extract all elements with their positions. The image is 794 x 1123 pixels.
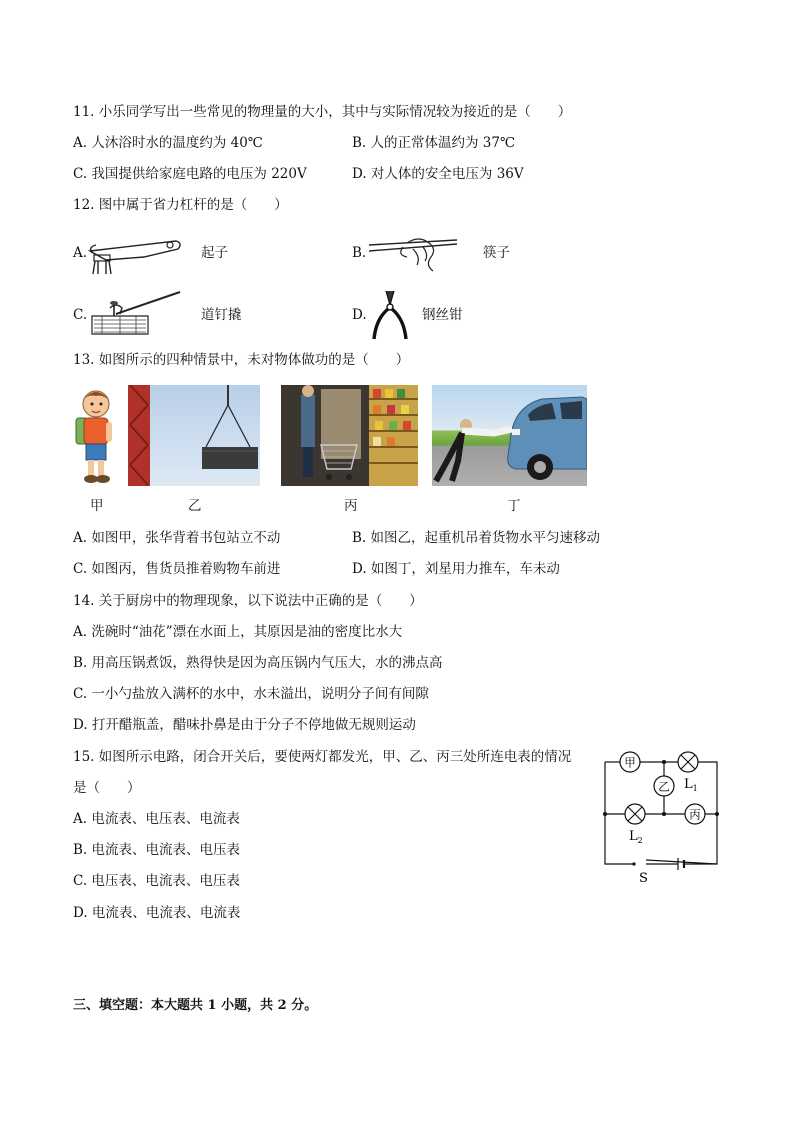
q12-option-c-name: 道钉撬: [201, 307, 242, 323]
q14-option-a: A. 洗碗时“油花”漂在水面上，其原因是油的密度比水大: [73, 624, 403, 640]
meter-yi-label: 乙: [658, 779, 670, 794]
chopsticks-figure: [367, 235, 459, 275]
q12-option-a-letter: A.: [73, 245, 88, 261]
pushing-car-photo: [432, 385, 587, 486]
q13-label-bing: 丙: [344, 498, 358, 514]
crane-lifting-cargo-photo: [128, 385, 260, 486]
q13-label-ding: 丁: [507, 498, 521, 514]
meter-bing-label: 丙: [689, 807, 701, 822]
q15-option-d: D. 电流表、电流表、电流表: [73, 905, 241, 921]
boy-with-backpack-figure: [72, 386, 118, 486]
q13-option-c: C. 如图丙，售货员推着购物车前进: [73, 561, 281, 577]
circuit-diagram: [596, 748, 726, 888]
q11-option-b: B. 人的正常体温约为 37℃: [352, 135, 516, 151]
q13-stem: 13. 如图所示的四种情景中，未对物体做功的是（ ）: [73, 352, 410, 368]
q14-option-c: C. 一小勺盐放入满杯的水中，水未溢出，说明分子间有间隙: [73, 686, 429, 702]
pliers-figure: [370, 289, 410, 341]
bottle-opener-figure: [84, 233, 184, 275]
q12-option-a-name: 起子: [201, 245, 228, 261]
switch-label: S: [639, 871, 648, 886]
q14-option-d: D. 打开醋瓶盖，醋味扑鼻是由于分子不停地做无规则运动: [73, 717, 416, 733]
q15-option-c: C. 电压表、电流表、电压表: [73, 873, 240, 889]
q11-option-d: D. 对人体的安全电压为 36V: [352, 166, 524, 182]
q11-option-a: A. 人沐浴时水的温度约为 40℃: [73, 135, 263, 151]
q11-stem: 11. 小乐同学写出一些常见的物理量的大小，其中与实际情况较为接近的是（ ）: [73, 104, 572, 120]
q12-option-d-name: 钢丝钳: [422, 307, 463, 323]
q15-option-b: B. 电流表、电流表、电压表: [73, 842, 241, 858]
meter-jia-label: 甲: [624, 755, 636, 770]
q14-option-b: B. 用高压锅煮饭，熟得快是因为高压锅内气压大，水的沸点高: [73, 655, 443, 671]
lamp-l2-label: $L_2$: [629, 829, 643, 845]
lamp-l1-label: $L_1$: [684, 777, 698, 793]
q13-option-d: D. 如图丁，刘星用力推车，车未动: [352, 561, 560, 577]
supermarket-cart-photo: [281, 385, 418, 486]
q12-option-b-name: 筷子: [483, 245, 510, 261]
q13-option-b: B. 如图乙，起重机吊着货物水平匀速移动: [352, 530, 601, 546]
q14-stem: 14. 关于厨房中的物理现象，以下说法中正确的是（ ）: [73, 593, 423, 609]
q13-label-jia: 甲: [90, 498, 104, 514]
q12-stem: 12. 图中属于省力杠杆的是（ ）: [73, 197, 288, 213]
q13-label-yi: 乙: [188, 498, 202, 514]
q15-stem-line2: 是（ ）: [73, 780, 141, 796]
q12-option-d-letter: D.: [352, 307, 367, 323]
q12-option-c-letter: C.: [73, 307, 88, 323]
section-3-heading: 三、填空题：本大题共 1 小题，共 2 分。: [73, 998, 318, 1013]
q15-option-a: A. 电流表、电压表、电流表: [73, 811, 240, 827]
rail-crowbar-figure: [90, 290, 185, 338]
q15-stem-line1: 15. 如图所示电路，闭合开关后，要使两灯都发光，甲、乙、丙三处所连电表的情况: [73, 749, 572, 765]
q12-option-b-letter: B.: [352, 245, 367, 261]
q13-option-a: A. 如图甲，张华背着书包站立不动: [73, 530, 281, 546]
q11-option-c: C. 我国提供给家庭电路的电压为 220V: [73, 166, 307, 182]
